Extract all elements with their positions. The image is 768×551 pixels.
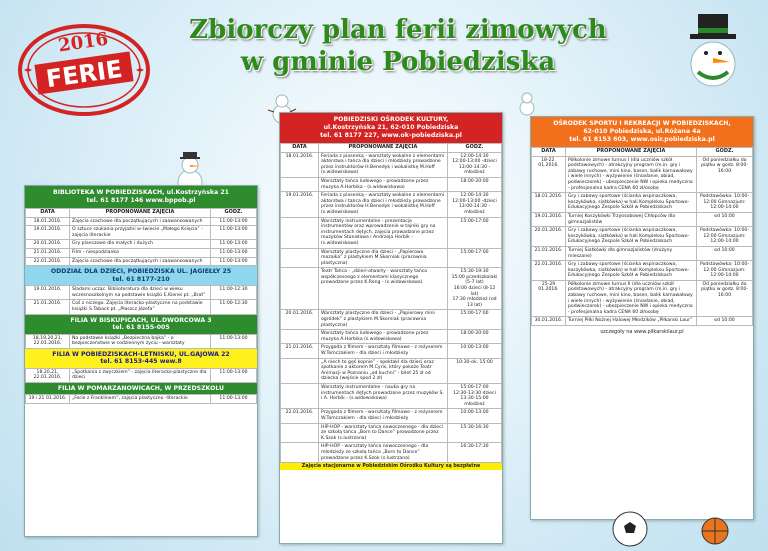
cell-activity: O sztuce szukania przyjaźni w świecie „Małego Księcia” - zajęcia literackie xyxy=(70,226,211,240)
cell-date xyxy=(281,248,319,268)
culture-header-line-3: tel. 61 8177 227, www.ok-pobiedziska.pl xyxy=(320,132,462,139)
cell-time: 12:00-14:30 12:00-13:00 -dzieci 13:00-14:30 -młodzież xyxy=(448,152,502,177)
cell-activity: Zajęcia szachowe dla początkujących i zaawansowanych xyxy=(70,217,211,226)
table-row xyxy=(281,192,502,217)
table-row xyxy=(532,156,753,193)
cell-time: 15:00-17:00 xyxy=(448,217,502,248)
cell-date: 19.01.2016. xyxy=(26,226,70,240)
table-row xyxy=(532,227,753,247)
culture-header-line-1: POBIEDZISKI OŚRODEK KULTURY, xyxy=(333,116,449,123)
cell-time: 10:30-ok. 15:00 xyxy=(448,358,502,383)
cell-activity: Zajęcia szachowe dla początkujących i zaawansowanych xyxy=(70,257,211,266)
table-row xyxy=(281,358,502,383)
cell-time: 15:00-17:00 12:30-13:30 dzieci 13:30-15:00 młodzież xyxy=(448,383,502,408)
cell-time: od 10:00 xyxy=(697,246,753,260)
library-panel xyxy=(24,185,258,537)
cell-activity: HIP-HOP - warsztaty tańca nowoczesnego - dla dzieci ze szkołą tańca „Born to Dance” prowadzone przez K.Szok (s.lustrzana) xyxy=(319,423,448,443)
cell-activity: Feriada z piosenką - warsztaty wokalne z elementami aktorstwa i tańca dla dzieci i młodzieży prowadzone przez instruktorów H.Benedyk i wokalistkę M.Hoff (s.widowiskowa) xyxy=(319,152,448,177)
cell-date: 22.01.2016. xyxy=(281,409,319,423)
sports-center-panel xyxy=(530,116,754,520)
cell-time: 10:00-13:00 xyxy=(448,409,502,423)
table-row xyxy=(26,368,257,382)
section-title: FILIA W BISKUPICACH, UL.DWORCOWA 3 xyxy=(70,316,212,324)
cell-date xyxy=(281,217,319,248)
table-row xyxy=(532,246,753,260)
table-row xyxy=(532,193,753,213)
section-title: FILIA W POBIEDZISKACH-LETNISKU, UL.GAJOWA 22 xyxy=(52,350,230,358)
col-activity: PROPONOWANE ZAJĘCIA xyxy=(566,148,697,157)
culture-center-panel xyxy=(279,112,503,544)
table-row xyxy=(26,226,257,240)
table-row xyxy=(26,286,257,300)
cell-activity: Warsztaty plastyczne dla dzieci - „Papierowy mini ogródek” z plastykiem M.Skorniak (pracownia plastyczna) xyxy=(319,310,448,330)
table-row xyxy=(532,261,753,281)
table-row xyxy=(26,217,257,226)
cell-date: 19.01.2016. xyxy=(532,212,566,226)
cell-time: 15:30-16:30 xyxy=(448,423,502,443)
basketball-icon xyxy=(700,516,730,546)
table-row xyxy=(281,217,502,248)
cell-date xyxy=(281,358,319,383)
cell-date: 18-22. 01.2016. xyxy=(532,156,566,193)
cell-time: 18:00-20:00 xyxy=(448,177,502,191)
col-time: GODZ. xyxy=(211,209,257,218)
cell-time: 11:00-13:00 xyxy=(211,217,257,226)
col-date: DATA xyxy=(26,209,70,218)
section-letnisko-branch xyxy=(25,349,257,368)
table-header-row xyxy=(26,209,257,218)
page-title xyxy=(168,14,628,78)
cell-date xyxy=(281,443,319,463)
table-row xyxy=(281,248,502,268)
cell-date: 20.01.2016. xyxy=(281,310,319,330)
cell-time: 11:00-12:30 xyxy=(211,300,257,314)
cell-time: Od poniedziałku do piątku w godz. 8:00-16:00 xyxy=(697,280,753,317)
cell-time: 11:00-13:00 xyxy=(211,248,257,257)
cell-time: 15:00-17:00 xyxy=(448,248,502,268)
children-branch-table xyxy=(25,285,257,314)
cell-date xyxy=(281,383,319,408)
cell-date xyxy=(281,423,319,443)
cell-time: 15:30-19:30 15:00 przedszkolaki (5-7 lat) 16:00 dzieci (8-12 lat) 17:30 młodzież (od 13 lat) xyxy=(448,268,502,310)
cell-time: Podstawówka: 10:00-12:00 Gimnazjum: 12:00-14:00 xyxy=(697,193,753,213)
col-date: DATA xyxy=(532,148,566,157)
table-row xyxy=(281,423,502,443)
cell-time: 18:00-20:00 xyxy=(448,330,502,344)
cell-activity: Warsztaty plastyczne dla dzieci - „Papierowa mozaika” z plastykiem M.Skorniak (pracownia plastyczna) xyxy=(319,248,448,268)
table-row xyxy=(26,257,257,266)
cell-date: 25-29 01.2016. xyxy=(532,280,566,317)
cell-time: 12:00-14:30 12:00-13:00 -dzieci 13:00-14:30 -młodzież xyxy=(448,192,502,217)
cell-activity: Warsztaty tańca ludowego - prowadzone przez muzyka A.Horbika - (s.widowiskowa) xyxy=(319,177,448,191)
section-pomarzanowice-branch xyxy=(25,383,257,395)
cell-time: od 10:00 xyxy=(697,317,753,326)
cell-time: 11:00-13:00 xyxy=(211,226,257,240)
cell-date: 18.01.2016. xyxy=(532,193,566,213)
sports-header xyxy=(531,117,753,147)
cell-activity: Warsztaty instrumentalne - nauka gry na instrumentach dętych prowadzone przez muzyków S. i A. Horbik - (s.widowiskowa) xyxy=(319,383,448,408)
snowman-with-hat-icon xyxy=(668,8,758,88)
stamp-word: FERIE xyxy=(44,54,125,94)
table-row xyxy=(281,310,502,330)
table-row xyxy=(532,212,753,226)
cell-date: 18.01.2016. xyxy=(26,217,70,226)
table-row xyxy=(281,268,502,310)
cell-date xyxy=(281,177,319,191)
culture-table xyxy=(280,143,502,463)
title-line-1: Zbiorczy plan ferii zimowych xyxy=(189,15,607,45)
cell-date: 18.01.2016. xyxy=(281,152,319,177)
cell-activity: Przygoda z filmem - warsztaty filmowe - z reżyserem W.Tomczakiem - dla dzieci i młodzieży xyxy=(319,409,448,423)
col-activity: PROPONOWANE ZAJĘCIA xyxy=(70,209,211,218)
library-table xyxy=(25,208,257,266)
cell-activity: „Spotkania z zwyczkiem” - zajęcia literacko-plastyczne dla dzieci xyxy=(70,368,211,382)
cell-activity: Na podstawie książki „Bezpieczna bajka” - o bezpieczeństwie w codziennym życiu - warsztaty xyxy=(70,334,211,348)
sports-table xyxy=(531,147,753,326)
table-row xyxy=(26,300,257,314)
cell-activity: HIP-HOP - warsztaty tańca nowoczesnego - dla młodzieży ze szkołą tańca „Born to Dance” prowadzone przez K.Szok (s.lustrzana) xyxy=(319,443,448,463)
cell-date xyxy=(281,268,319,310)
sports-header-line-2: 62-010 Pobiedziska, ul.Różana 4a xyxy=(583,128,701,135)
culture-header xyxy=(280,113,502,143)
library-header xyxy=(25,186,257,208)
cell-activity: Przygoda z filmem - warsztaty filmowe - z reżyserem W.Tomczakiem - dla dzieci i młodzieży xyxy=(319,344,448,358)
cell-date: 19 i 21 01.2016. xyxy=(26,395,70,404)
sports-header-line-3: tel. 61 8153 603, www.osir.pobiedziska.pl xyxy=(569,136,715,143)
title-line-2: w gminie Pobiedziska xyxy=(240,47,556,77)
col-time: GODZ. xyxy=(697,148,753,157)
section-biskupice-branch xyxy=(25,315,257,334)
cell-activity: Warsztaty tańca ludowego - prowadzone przez muzyka A.Horbika (s.widowiskowa) xyxy=(319,330,448,344)
cell-time: 15:00-17:00 xyxy=(448,310,502,330)
cell-time: Podstawówka: 10:00-12:00 Gimnazjum: 12:00-14:00 xyxy=(697,261,753,281)
table-row xyxy=(281,443,502,463)
cell-activity: „A niech to gęś kopnie” - spektakl dla dzieci oraz spotkanie z aktorem M.Cyris, który pokaże Teatr Animacji w Poznaniu „od kuchni” - bilet 25 zł od dziecka (wejście spod 2 zł) xyxy=(319,358,448,383)
cell-time: 11:00-13:00 xyxy=(211,395,257,404)
cell-date: 18,19,20,21, 22.01.2016. xyxy=(26,334,70,348)
cell-date: 19.01.2016. xyxy=(26,286,70,300)
cell-date xyxy=(281,330,319,344)
soccer-ball-icon xyxy=(610,510,650,548)
snowman-icon xyxy=(512,90,542,116)
section-phone: tel. 61 8153-445 wew.8 xyxy=(100,358,182,366)
cell-date: 19.01.2016. xyxy=(281,192,319,217)
table-row xyxy=(281,152,502,177)
cell-date: 21.01.2016. xyxy=(26,300,70,314)
col-time: GODZ. xyxy=(448,144,502,153)
pomarzanowice-table xyxy=(25,394,257,404)
sports-website-note: szczegóły na www.pilkarskilaur.pl xyxy=(600,329,684,336)
col-date: DATA xyxy=(281,144,319,153)
cell-time: od 10:00 xyxy=(697,212,753,226)
cell-activity: Teatr Tańca - „dzieri-otwarty - warsztaty tańca współczesnego z elementami klasycznego prowadzone przez K.Rong - (s.widowiskowa) xyxy=(319,268,448,310)
table-row xyxy=(281,344,502,358)
cell-time: 11:00-13:00 xyxy=(211,257,257,266)
table-row xyxy=(26,334,257,348)
library-header-line-2: tel. 61 8177 146 www.bppob.pl xyxy=(86,197,196,204)
table-row xyxy=(281,409,502,423)
ferie-2016-stamp xyxy=(14,18,154,118)
col-activity: PROPONOWANE ZAJĘCIA xyxy=(319,144,448,153)
biskupice-table xyxy=(25,334,257,349)
cell-date: 20.01.2016. xyxy=(532,227,566,247)
letnisko-table xyxy=(25,368,257,383)
section-phone: tel. 61 8155-005 xyxy=(112,324,170,332)
culture-header-line-2: ul.Kostrzyńska 21, 62-010 Pobiedziska xyxy=(323,124,459,131)
cell-activity: Gry i zabawy sportowe (ścianka wspinaczkowa, koszykówka, siatkówka) w hali Kompleksu Sportowo-Edukacyjnego Zespole Szkół w Pobiedziskach xyxy=(566,227,697,247)
table-row xyxy=(26,248,257,257)
cell-time: 16:30-17:30 xyxy=(448,443,502,463)
cell-activity: Feriada z piosenką - warsztaty wokalne z elementami aktorstwa i tańca dla dzieci i młodzieży prowadzone przez instruktorów H.Benedyk i wokalistkę M.Hoff (s.widowiskowa) xyxy=(319,192,448,217)
cell-activity: Śladami ucząc. Biblioteratura dla dzieci w wieku wczesnoszkolnym na podstawie książki E.Kienei pt. „Brat” xyxy=(70,286,211,300)
section-phone: tel. 61 8177-210 xyxy=(112,275,170,283)
table-row xyxy=(281,330,502,344)
cell-time: 11:00-13:00 xyxy=(211,240,257,249)
table-row xyxy=(26,395,257,404)
cell-activity: Coś z niczego. Zajęcia literacko-plastyczne na podstawie książki S.Taback pt. „Płaszcz Józefa” xyxy=(70,300,211,314)
stamp-year: 2016 xyxy=(56,28,110,57)
table-header-row xyxy=(281,144,502,153)
cell-activity: Gry i zabawy sportowe (ścianka wspinaczkowa, koszykówka, siatkówka) w hali Kompleksu Sportowo-Edukacyjnego Zespole Szkół w Pobiedziskach xyxy=(566,193,697,213)
cell-date: 30.01.2016. xyxy=(532,317,566,326)
table-row xyxy=(281,383,502,408)
table-header-row xyxy=(532,148,753,157)
cell-date: 22.01.2016. xyxy=(532,261,566,281)
cell-activity: Gry i zabawy sportowe (ścianka wspinaczkowa, koszykówka, siatkówka) w hali Kompleksu Sportowo-Edukacyjnego Zespole Szkół w Pobiedziskach xyxy=(566,261,697,281)
table-row xyxy=(26,240,257,249)
cell-time: 11:00-13:00 xyxy=(211,334,257,348)
cell-activity: Film - niespodzianka xyxy=(70,248,211,257)
cell-date: 21.01.2016. xyxy=(281,344,319,358)
section-title: ODDZIAŁ DLA DZIECI, POBIEDZISKA UL. JAGIEŁŁY 25 xyxy=(50,268,232,276)
cell-time: Od poniedziałku do piątku w godz. 8:00-16:00 xyxy=(697,156,753,193)
cell-activity: Warsztaty instrumentalne - prezentacja instrumentów oraz wprowadzenie w tajniki gry na instrumentach dętych, zajęcia prowadzone przez muzyków Stanisława i Andrzeja Horbik - (s.widowiskowa) xyxy=(319,217,448,248)
table-row xyxy=(532,317,753,326)
cell-date: 21.01.2016. xyxy=(532,246,566,260)
section-title: FILIA W POMARZANOWICACH, W PRZEDSZKOLU xyxy=(57,384,225,392)
table-row xyxy=(281,177,502,191)
library-header-line-1: BIBLIOTEKA W POBIEDZISKACH, ul.Kostrzyńska 21 xyxy=(53,189,229,196)
cell-time: 11:00-13:00 xyxy=(211,368,257,382)
cell-activity: Półkolonie zimowe turnus I (dla uczniów szkół podstawowych) - atrakcyjny program (m.in. gry i zabawy ruchowe, mini kino, basen, balik karnawałowy i wiele innych) - wyżywienie (śniadanie, obiad, podwieczorek) - ubezpieczenie NW i opieka medyczna - profesjonalna kadra CENA 60 zł/osobę xyxy=(566,156,697,193)
cell-activity: „Ferie z Franklinem”, zajęcia plastyczno -literackie xyxy=(70,395,211,404)
section-children-branch xyxy=(25,266,257,285)
cell-time: Podstawówka: 10:00-12:00 Gimnazjum: 12:00-14:00 xyxy=(697,227,753,247)
table-row xyxy=(532,280,753,317)
cell-activity: Turniej Piłki Nożnej Halowej Młodzików „Piłkarski Laur” xyxy=(566,317,697,326)
cell-activity: Półkolonie zimowe turnus II (dla uczniów szkół podstawowych) - atrakcyjny program (m.in. gry i zabawy ruchowe, mini kino, basen, balik karnawałowy i wiele innych) - wyżywienie (śniadanie, obiad, podwieczorek) - ubezpieczenie NW i opieka medyczna - profesjonalna kadra CENA 60 zł/osobę xyxy=(566,280,697,317)
sports-header-line-1: OŚRODEK SPORTU I REKREACJI W POBIEDZISKACH, xyxy=(553,120,731,127)
culture-footer: Zajęcia stacjonarne w Pobiedziskim Ośrodku Kultury są bezpłatne xyxy=(280,463,502,470)
cell-activity: Turniej Siatkówki dla gimnazjalistów (drużyny mieszane) xyxy=(566,246,697,260)
cell-date: 22.01.2016. xyxy=(26,257,70,266)
cell-time: 11:00-12:30 xyxy=(211,286,257,300)
cell-date: 21.01.2016. xyxy=(26,248,70,257)
cell-activity: Turniej Koszykówki Trzyosobowej Chłopców dla gimnazjalistów xyxy=(566,212,697,226)
cell-date: 20.01.2016. xyxy=(26,240,70,249)
cell-date: 18.20,21, 22.01.2016. xyxy=(26,368,70,382)
cell-activity: Gry planszowe dla małych i dużych xyxy=(70,240,211,249)
cell-time: 10:00-13:00 xyxy=(448,344,502,358)
